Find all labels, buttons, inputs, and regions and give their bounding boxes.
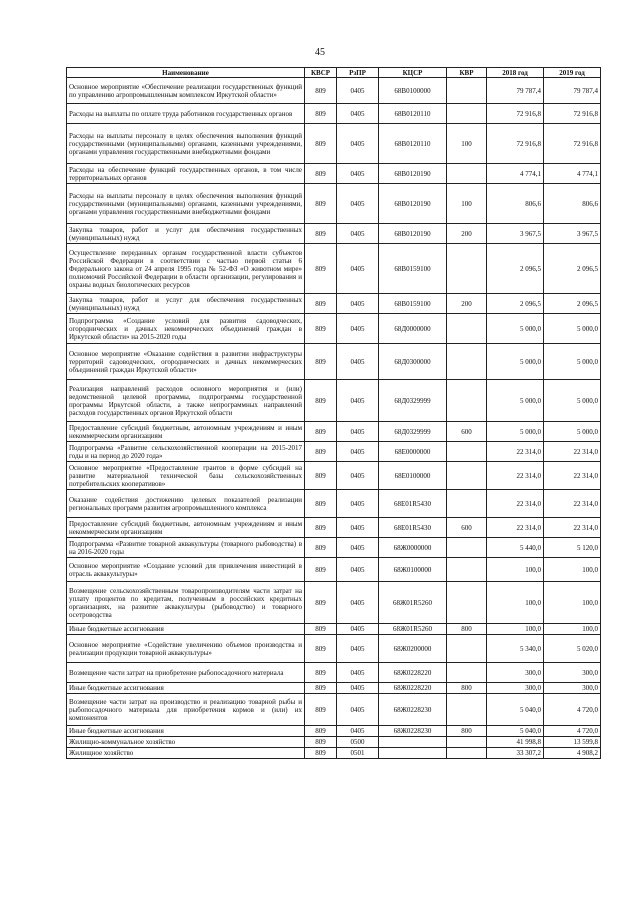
row-kcsr: 68Ж01R5260: [379, 624, 447, 635]
table-row: [67, 78, 601, 104]
table-row: [67, 624, 601, 635]
row-kcsr: 68Е0000000: [379, 442, 447, 462]
row-kcsr: [379, 748, 447, 759]
row-rzpr: 0405: [337, 683, 379, 694]
row-kvr: [447, 104, 487, 124]
row-kcsr: 68Е01R5430: [379, 518, 447, 538]
table-row: [67, 124, 601, 164]
row-kvsr: 809: [305, 635, 337, 663]
row-kvsr: 809: [305, 314, 337, 344]
row-2019: 22 314,0: [544, 442, 601, 462]
table-row: [67, 344, 601, 380]
row-2018: 5 000,0: [487, 380, 544, 422]
row-2018: 5 000,0: [487, 314, 544, 344]
row-kcsr: [379, 737, 447, 748]
row-kvsr: 809: [305, 582, 337, 624]
table-row: [67, 538, 601, 558]
row-2019: 22 314,0: [544, 518, 601, 538]
row-name: Возмещение сельскохозяйственным товаропроизводителям части затрат на уплату процентов по кредитам, полученным в российских кредитных организациях, на развитие аквакультуры (рыбоводство) и товарного осетроводства: [67, 582, 305, 624]
row-kvsr: 809: [305, 294, 337, 314]
header-kvsr: КВСР: [305, 68, 337, 78]
row-2019: 5 000,0: [544, 422, 601, 442]
row-rzpr: 0405: [337, 78, 379, 104]
row-2019: 100,0: [544, 558, 601, 582]
table-row: [67, 442, 601, 462]
row-2018: 22 314,0: [487, 518, 544, 538]
row-name: Основное мероприятие «Обеспечение реализации государственных функций по управлению агропромышленным комплексом Иркутской области»: [67, 78, 305, 104]
table-row: [67, 683, 601, 694]
row-rzpr: 0405: [337, 726, 379, 737]
row-name: Основное мероприятие «Предоставление грантов в форме субсидий на развитие материальной технической базы сельскохозяйственных потребительских кооперативов»: [67, 462, 305, 490]
row-2018: 5 340,0: [487, 635, 544, 663]
row-kvr: [447, 442, 487, 462]
row-2018: 5 000,0: [487, 422, 544, 442]
table-row: [67, 635, 601, 663]
header-2018: 2018 год: [487, 68, 544, 78]
row-rzpr: 0405: [337, 558, 379, 582]
row-kcsr: 68Е0100000: [379, 462, 447, 490]
row-kvr: [447, 737, 487, 748]
row-2019: 79 787,4: [544, 78, 601, 104]
row-2018: 5 000,0: [487, 344, 544, 380]
table-row: [67, 380, 601, 422]
row-2018: 72 916,8: [487, 124, 544, 164]
row-2018: 79 787,4: [487, 78, 544, 104]
row-kvsr: 809: [305, 124, 337, 164]
table-row: [67, 663, 601, 683]
row-kvsr: 809: [305, 663, 337, 683]
row-kvsr: 809: [305, 694, 337, 726]
row-2019: 22 314,0: [544, 490, 601, 518]
row-kvr: 200: [447, 224, 487, 244]
row-2018: 72 916,8: [487, 104, 544, 124]
row-kvr: [447, 694, 487, 726]
header-name: Наименование: [67, 68, 305, 78]
row-rzpr: 0405: [337, 294, 379, 314]
row-2019: 72 916,8: [544, 124, 601, 164]
row-2019: 806,6: [544, 184, 601, 224]
table-row: [67, 314, 601, 344]
row-name: Основное мероприятие «Оказание содействия в развитии инфраструктуры территорий садоводческих, огороднических и дачных некоммерческих объединений граждан Иркутской области»: [67, 344, 305, 380]
row-rzpr: 0405: [337, 624, 379, 635]
row-kvr: 100: [447, 184, 487, 224]
row-rzpr: 0405: [337, 422, 379, 442]
row-name: Иные бюджетные ассигнования: [67, 683, 305, 694]
row-kvr: [447, 344, 487, 380]
row-name: Подпрограмма «Развитие товарной аквакультуры (товарного рыбоводства) в на 2016-2020 годы: [67, 538, 305, 558]
row-name: Подпрограмма «Создание условий для развития садоводческих, огороднических и дачных некоммерческих объединений граждан в Иркутской области» на 2015-2020 годы: [67, 314, 305, 344]
row-rzpr: 0405: [337, 538, 379, 558]
row-kvsr: 809: [305, 224, 337, 244]
row-kcsr: 68Ж0228220: [379, 663, 447, 683]
row-kcsr: 68Ж0000000: [379, 538, 447, 558]
row-kvr: 600: [447, 518, 487, 538]
table-row: [67, 462, 601, 490]
row-rzpr: 0405: [337, 314, 379, 344]
row-kcsr: 68Д0329999: [379, 422, 447, 442]
table-row: [67, 184, 601, 224]
row-kvsr: 809: [305, 737, 337, 748]
row-2019: 4 720,0: [544, 694, 601, 726]
row-rzpr: 0405: [337, 380, 379, 422]
row-kvr: [447, 164, 487, 184]
row-kvsr: 809: [305, 518, 337, 538]
row-2019: 5 000,0: [544, 344, 601, 380]
row-name: Возмещение части затрат на производство и реализацию товарной рыбы и рыбопосадочного материала для приобретения кормов и (или) их компонентов: [67, 694, 305, 726]
table-row: [67, 582, 601, 624]
row-kvr: [447, 490, 487, 518]
row-kvsr: 809: [305, 748, 337, 759]
table-row: [67, 224, 601, 244]
row-2019: 4 908,2: [544, 748, 601, 759]
row-2019: 22 314,0: [544, 462, 601, 490]
row-kcsr: 68В0159100: [379, 244, 447, 294]
row-kcsr: 68Ж0228230: [379, 694, 447, 726]
row-name: Предоставление субсидий бюджетным, автономным учреждениям и иным некоммерческим организациям: [67, 422, 305, 442]
row-2018: 5 440,0: [487, 538, 544, 558]
row-kcsr: 68В0100000: [379, 78, 447, 104]
table-row: [67, 244, 601, 294]
row-2019: 3 967,5: [544, 224, 601, 244]
row-kvr: [447, 538, 487, 558]
row-rzpr: 0405: [337, 694, 379, 726]
row-kvr: [447, 380, 487, 422]
row-2018: 2 096,5: [487, 294, 544, 314]
row-kvsr: 809: [305, 442, 337, 462]
row-kcsr: 68В0120190: [379, 224, 447, 244]
row-kcsr: 68Д0300000: [379, 344, 447, 380]
row-name: Жилищное хозяйство: [67, 748, 305, 759]
row-2018: 2 096,5: [487, 244, 544, 294]
row-rzpr: 0405: [337, 462, 379, 490]
row-kvsr: 809: [305, 462, 337, 490]
row-name: Основное мероприятие «Создание условий для привлечения инвестиций в отрасль аквакультуры»: [67, 558, 305, 582]
row-rzpr: 0405: [337, 582, 379, 624]
table-row: [67, 490, 601, 518]
row-name: Реализация направлений расходов основного мероприятия и (или) ведомственной целевой программы, подпрограммы государственной программы Иркутской области, а также непрограммных направлений расходов государственных органов Иркутской области: [67, 380, 305, 422]
row-kvsr: 809: [305, 726, 337, 737]
table-row: [67, 294, 601, 314]
row-kvsr: 809: [305, 558, 337, 582]
row-2019: 100,0: [544, 624, 601, 635]
row-kvr: 200: [447, 294, 487, 314]
row-kvr: [447, 663, 487, 683]
row-kcsr: 68В0120190: [379, 184, 447, 224]
row-2019: 5 000,0: [544, 380, 601, 422]
row-name: Расходы на выплаты персоналу в целях обеспечения выполнения функций государственными (муниципальными) органами, казенными учреждениями, органами управления государственными внебюджетными фондами: [67, 184, 305, 224]
row-name: Жилищно-коммунальное хозяйство: [67, 737, 305, 748]
row-2018: 100,0: [487, 558, 544, 582]
row-kvr: [447, 582, 487, 624]
row-2019: 5 120,0: [544, 538, 601, 558]
row-rzpr: 0405: [337, 344, 379, 380]
row-name: Предоставление субсидий бюджетным, автономным учреждениям и иным некоммерческим организациям: [67, 518, 305, 538]
row-name: Расходы на выплаты персоналу в целях обеспечения выполнения функций государственными (муниципальными) органами, казенными учреждениями, органами управления государственными внебюджетными фондами: [67, 124, 305, 164]
table-row: [67, 518, 601, 538]
row-rzpr: 0405: [337, 635, 379, 663]
row-kvr: 600: [447, 422, 487, 442]
row-2019: 300,0: [544, 683, 601, 694]
row-kvr: 100: [447, 124, 487, 164]
row-name: Закупка товаров, работ и услуг для обеспечения государственных (муниципальных) нужд: [67, 224, 305, 244]
table-header-row: [67, 68, 601, 78]
row-kcsr: 68В0120190: [379, 164, 447, 184]
row-2018: 22 314,0: [487, 442, 544, 462]
row-2019: 100,0: [544, 582, 601, 624]
row-2019: 5 000,0: [544, 314, 601, 344]
row-kvsr: 809: [305, 490, 337, 518]
table-row: [67, 422, 601, 442]
row-rzpr: 0405: [337, 442, 379, 462]
row-kcsr: 68Ж0100000: [379, 558, 447, 582]
row-2018: 4 774,1: [487, 164, 544, 184]
row-kvr: [447, 558, 487, 582]
row-name: Иные бюджетные ассигнования: [67, 624, 305, 635]
row-rzpr: 0405: [337, 124, 379, 164]
row-kvsr: 809: [305, 104, 337, 124]
page-number: 45: [315, 47, 325, 58]
row-name: Иные бюджетные ассигнования: [67, 726, 305, 737]
row-kvr: 800: [447, 726, 487, 737]
row-rzpr: 0405: [337, 663, 379, 683]
row-rzpr: 0501: [337, 748, 379, 759]
row-2018: 300,0: [487, 683, 544, 694]
row-2019: 4 720,0: [544, 726, 601, 737]
header-2019: 2019 год: [544, 68, 601, 78]
row-2018: 41 998,8: [487, 737, 544, 748]
table-row: [67, 104, 601, 124]
row-kvsr: 809: [305, 344, 337, 380]
row-2018: 5 040,0: [487, 726, 544, 737]
row-2019: 300,0: [544, 663, 601, 683]
table-row: [67, 164, 601, 184]
row-kvsr: 809: [305, 538, 337, 558]
row-kvsr: 809: [305, 624, 337, 635]
row-rzpr: 0405: [337, 184, 379, 224]
row-2018: 100,0: [487, 582, 544, 624]
row-kcsr: 68Ж0200000: [379, 635, 447, 663]
table-body: [67, 78, 601, 759]
budget-table: [66, 67, 601, 759]
row-kcsr: 68Е01R5430: [379, 490, 447, 518]
row-kcsr: 68Д0329999: [379, 380, 447, 422]
row-rzpr: 0405: [337, 224, 379, 244]
row-rzpr: 0405: [337, 104, 379, 124]
row-2018: 22 314,0: [487, 462, 544, 490]
header-kvr: КВР: [447, 68, 487, 78]
row-name: Осуществление переданных органам государственной власти субъектов Российской Федерации в соответствии с частью первой статьи 6 Федерального закона от 24 апреля 1995 года № 52-ФЗ «О животном мире» полномочий Российской Федерации в области организации, регулирования и охраны водных биологических ресурсов: [67, 244, 305, 294]
row-rzpr: 0500: [337, 737, 379, 748]
row-2018: 806,6: [487, 184, 544, 224]
row-2019: 13 599,8: [544, 737, 601, 748]
table-row: [67, 694, 601, 726]
row-kvr: [447, 314, 487, 344]
row-kvr: [447, 748, 487, 759]
row-kvr: [447, 244, 487, 294]
row-kvsr: 809: [305, 422, 337, 442]
row-kcsr: 68Ж01R5260: [379, 582, 447, 624]
row-kcsr: 68Ж0228220: [379, 683, 447, 694]
row-name: Закупка товаров, работ и услуг для обеспечения государственных (муниципальных) нужд: [67, 294, 305, 314]
row-2018: 33 307,2: [487, 748, 544, 759]
row-kvr: [447, 635, 487, 663]
row-kcsr: 68Д0000000: [379, 314, 447, 344]
row-kvsr: 809: [305, 78, 337, 104]
row-kvr: [447, 462, 487, 490]
row-name: Основное мероприятие «Содействие увеличению объемов производства и реализации продукции товарной аквакультуры»: [67, 635, 305, 663]
row-kvr: 800: [447, 683, 487, 694]
row-2018: 5 040,0: [487, 694, 544, 726]
row-2018: 300,0: [487, 663, 544, 683]
row-kcsr: 68В0159100: [379, 294, 447, 314]
row-kvsr: 809: [305, 184, 337, 224]
row-kvr: [447, 78, 487, 104]
table-row: [67, 748, 601, 759]
header-kcsr: КЦСР: [379, 68, 447, 78]
row-name: Возмещение части затрат на приобретение рыбопосадочного материала: [67, 663, 305, 683]
row-2019: 4 774,1: [544, 164, 601, 184]
header-rzpr: РзПР: [337, 68, 379, 78]
row-name: Подпрограмма «Развитие сельскохозяйственной кооперации на 2015-2017 годы и на период до 2020 года»: [67, 442, 305, 462]
row-2019: 5 020,0: [544, 635, 601, 663]
row-rzpr: 0405: [337, 244, 379, 294]
row-2018: 100,0: [487, 624, 544, 635]
row-rzpr: 0405: [337, 518, 379, 538]
row-rzpr: 0405: [337, 164, 379, 184]
table-row: [67, 737, 601, 748]
row-2018: 22 314,0: [487, 490, 544, 518]
table-row: [67, 726, 601, 737]
row-kvr: 800: [447, 624, 487, 635]
row-2019: 2 096,5: [544, 294, 601, 314]
row-kvsr: 809: [305, 164, 337, 184]
row-rzpr: 0405: [337, 490, 379, 518]
row-kvsr: 809: [305, 380, 337, 422]
row-name: Расходы на выплаты по оплате труда работников государственных органов: [67, 104, 305, 124]
row-2019: 72 916,8: [544, 104, 601, 124]
row-2019: 2 096,5: [544, 244, 601, 294]
row-kvsr: 809: [305, 244, 337, 294]
row-kcsr: 68В0120110: [379, 104, 447, 124]
table-row: [67, 558, 601, 582]
row-kvsr: 809: [305, 683, 337, 694]
row-kcsr: 68В0120110: [379, 124, 447, 164]
row-name: Оказание содействия достижению целевых показателей реализации региональных программ развития агропромышленного комплекса: [67, 490, 305, 518]
row-2018: 3 967,5: [487, 224, 544, 244]
row-kcsr: 68Ж0228230: [379, 726, 447, 737]
row-name: Расходы на обеспечение функций государственных органов, в том числе территориальных органов: [67, 164, 305, 184]
